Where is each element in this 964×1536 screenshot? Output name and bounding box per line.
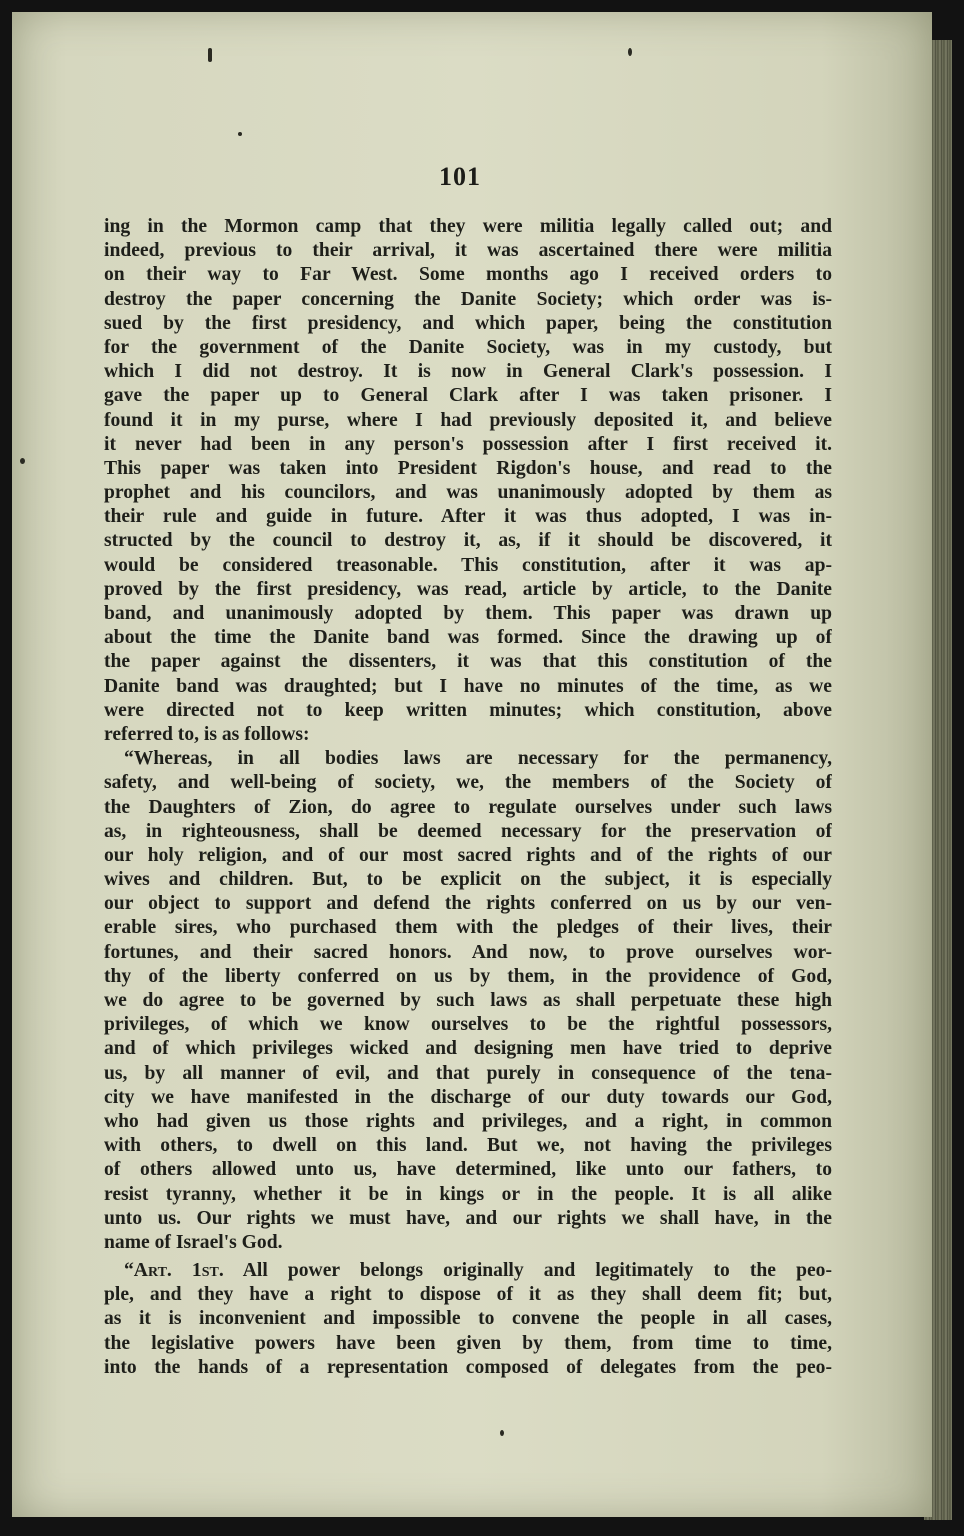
text-line: as it is inconvenient and impossible to convene the people in all cases, [104,1308,832,1330]
article-line [104,1259,832,1283]
text-line: proved by the first presidency, was read, article by article, to the Danite [104,578,832,600]
text-line: band, and unanimously adopted by them. This paper was drawn up [104,603,832,624]
page-number: 101 [439,162,481,191]
text-line: prophet and his councilors, and was unanimously adopted by them as [104,482,832,504]
text-line: ing in the Mormon camp that they were militia legally called out; and [104,216,832,237]
text-line: sued by the first presidency, and which paper, being the constitution [104,312,832,334]
text-line: erable sires, who purchased them with the pledges of their lives, their [104,917,832,939]
text-line: indeed, previous to their arrival, it was ascertained there were militia [104,240,832,262]
text-line: with others, to dwell on this land. But we, not having the privileges [104,1135,832,1157]
text-line: destroy the paper concerning the Danite Society; which order was is- [104,288,832,310]
text-line: which I did not destroy. It is now in General Clark's possession. I [104,361,832,383]
article-text: All power belongs originally and legitimately to the peo- [223,1260,832,1282]
paper-speck [628,48,632,56]
text-line: structed by the council to destroy it, as, if it should be discovered, it [104,530,832,552]
paper-speck [20,458,25,464]
text-line: name of Israel's God. [104,1231,283,1253]
text-line: of others allowed unto us, have determined, like unto our fathers, to [104,1159,832,1181]
book-page [12,12,932,1517]
text-line: thy of the liberty conferred on us by them, in the providence of God, [104,965,832,987]
text-line: on their way to Far West. Some months ago I received orders to [104,264,832,286]
text-line: it never had been in any person's possession after I first received it. [104,433,832,455]
text-line: their rule and guide in future. After it was thus adopted, I was in- [104,506,832,528]
body-text [104,215,832,1380]
text-line: would be considered treasonable. This constitution, after it was ap- [104,554,832,576]
text-line: “Whereas, in all bodies laws are necessary for the permanency, [124,748,832,770]
paper-speck [208,48,212,62]
text-line: our object to support and defend the rights conferred on us by our ven- [104,893,832,915]
text-line: about the time the Danite band was formed. Since the drawing up of [104,627,832,649]
paper-speck [238,132,242,136]
text-line: unto us. Our rights we must have, and our rights we shall have, in the [104,1207,832,1229]
article-heading: Art. 1st. [133,1260,224,1282]
text-line: safety, and well-being of society, we, the members of the Society of [104,772,832,794]
text-line: we do agree to be governed by such laws as shall perpetuate these high [104,990,832,1011]
text-line: for the government of the Danite Society, was in my custody, but [104,336,832,358]
text-line: ple, and they have a right to dispose of it as they shall deem fit; but, [104,1284,832,1306]
text-line: our holy religion, and of our most sacred rights and of the rights of our [104,844,832,866]
paper-speck [500,1430,504,1436]
text-line: privileges, of which we know ourselves to be the rightful possessors, [104,1014,832,1036]
text-line: who had given us those rights and privileges, and a right, in common [104,1110,832,1132]
text-line: This paper was taken into President Rigdon's house, and read to the [104,457,832,479]
text-line: into the hands of a representation composed of delegates from the peo- [104,1356,832,1378]
text-line: fortunes, and their sacred honors. And now, to prove ourselves wor- [104,941,832,963]
text-line: resist tyranny, whether it be in kings or in the people. It is all alike [104,1183,832,1205]
text-line: gave the paper up to General Clark after I was taken prisoner. I [104,385,832,407]
text-line: the legislative powers have been given by them, from time to time, [104,1332,832,1354]
text-line: referred to, is as follows: [104,723,310,745]
text-line: Danite band was draughted; but I have no minutes of the time, as we [104,675,832,697]
text-line: wives and children. But, to be explicit on the subject, it is especially [104,869,832,891]
text-line: and of which privileges wicked and designing men have tried to deprive [104,1038,832,1060]
open-quote: “ [124,1260,134,1282]
text-line: as, in righteousness, shall be deemed necessary for the preservation of [104,820,832,842]
text-line: us, by all manner of evil, and that purely in consequence of the tena- [104,1062,832,1084]
text-line: were directed not to keep written minutes; which constitution, above [104,699,832,721]
text-line: the paper against the dissenters, it was that this constitution of the [104,651,832,673]
text-line: the Daughters of Zion, do agree to regulate ourselves under such laws [104,796,832,818]
text-line: city we have manifested in the discharge of our duty towards our God, [104,1086,832,1108]
text-line: found it in my purse, where I had previously deposited it, and believe [104,409,832,431]
